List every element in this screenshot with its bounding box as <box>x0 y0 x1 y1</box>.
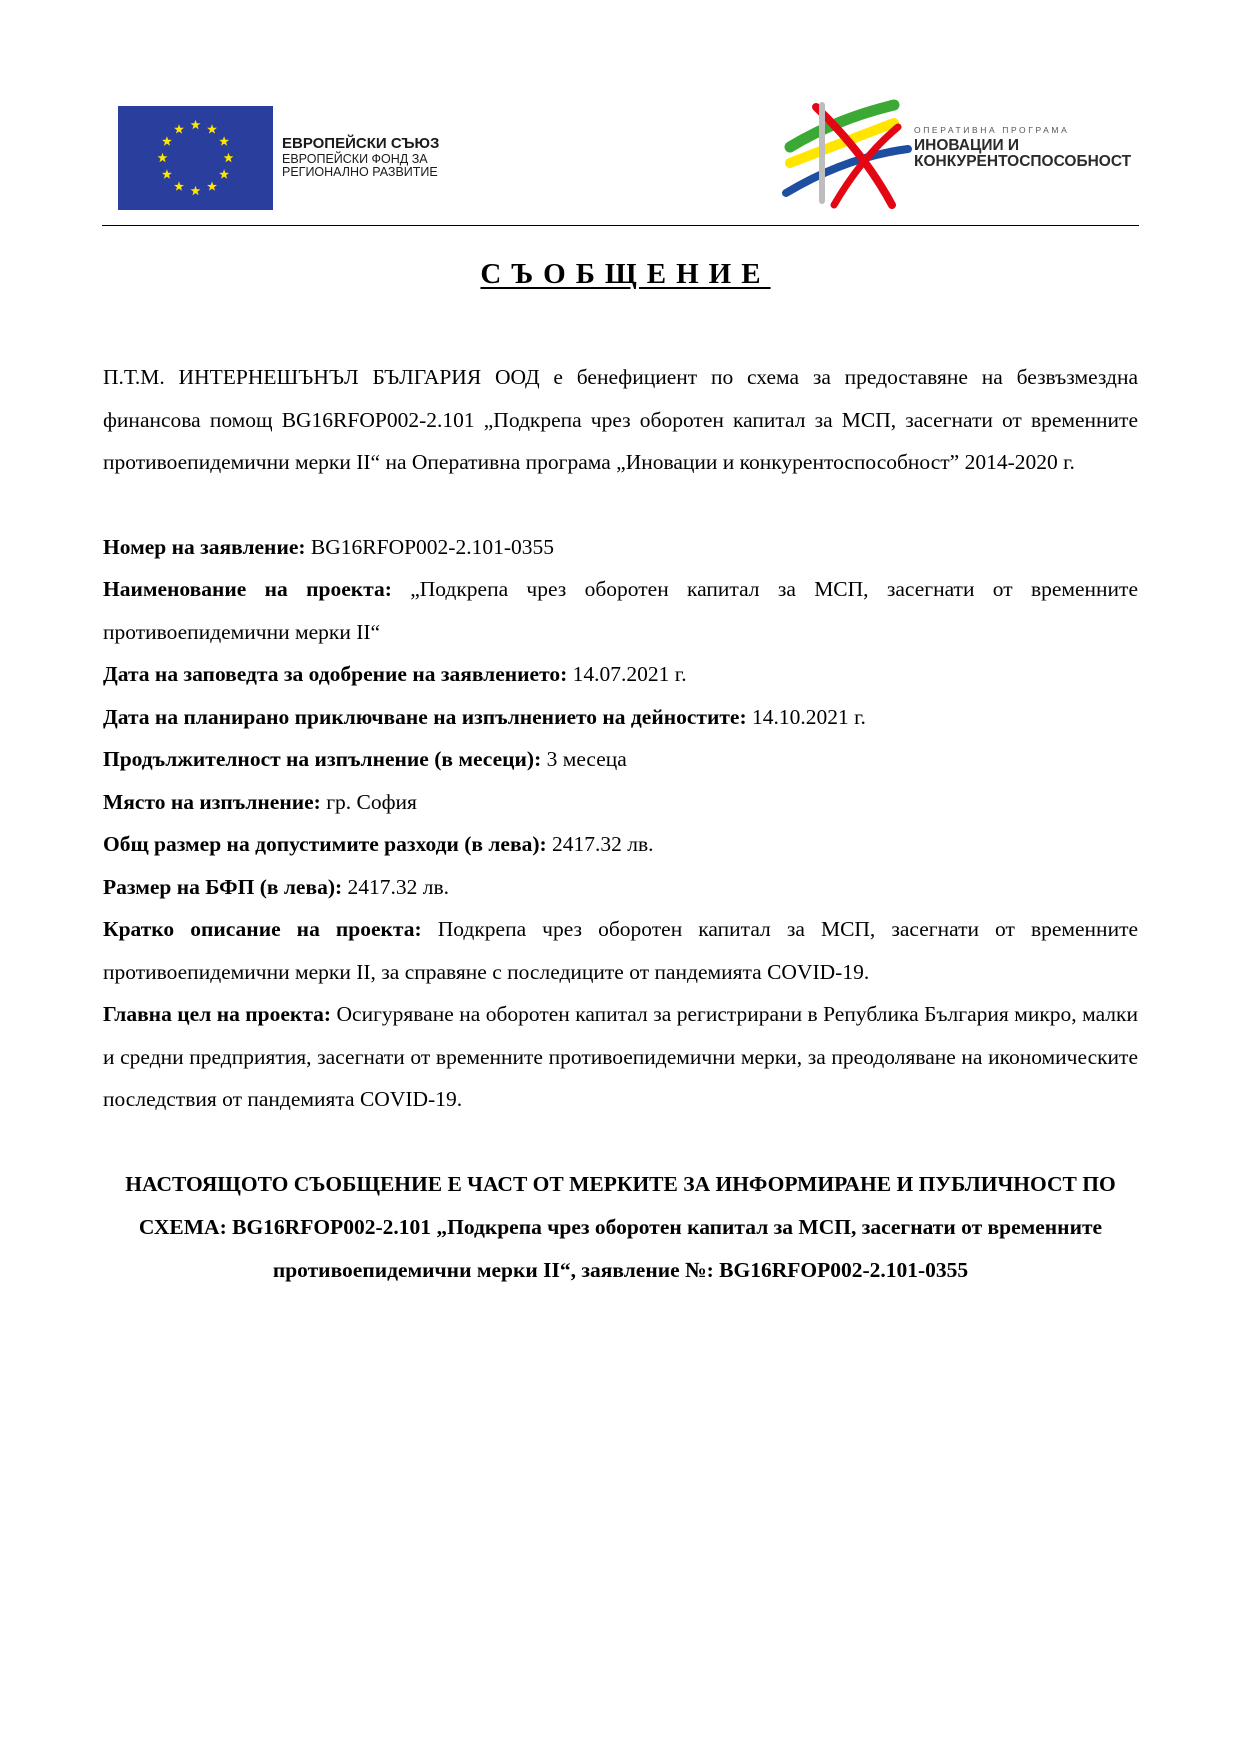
field-short-description <box>103 908 1138 993</box>
closing-statement: НАСТОЯЩОТО СЪОБЩЕНИЕ Е ЧАСТ ОТ МЕРКИТЕ ЗА ИНФОРМИРАНЕ И ПУБЛИЧНОСТ ПО СХЕМА: BG16RFOP002-2.101 „Подкрепа чрез оборотен капитал за МСП, засегнати от временните противоепидемични мерки II“, заявление №: BG16RFOP002-2.101-0355 <box>125 1171 1116 1282</box>
innovation-emblem-icon <box>776 97 921 209</box>
page-title: СЪОБЩЕНИЕ <box>480 258 771 290</box>
document-body <box>103 356 1138 1292</box>
field-label: Главна цел на проекта: <box>103 1002 332 1026</box>
field-label: Наименование на проекта: <box>103 577 392 601</box>
eu-flag-icon <box>118 106 273 210</box>
field-project-name <box>103 568 1138 653</box>
eu-logo <box>118 106 273 210</box>
field-main-goal <box>103 993 1138 1121</box>
eu-logo-line3: РЕГИОНАЛНО РАЗВИТИЕ <box>282 164 438 179</box>
field-value: 2417.32 лв. <box>347 874 450 899</box>
field-label: Продължителност на изпълнение (в месеци): <box>103 747 542 771</box>
field-value: 3 месеца <box>546 747 627 771</box>
op-logo-text <box>914 126 1154 171</box>
op-logo-small-line: ОПЕРАТИВНА ПРОГРАМА <box>914 125 1070 135</box>
intro-paragraph: П.Т.М. ИНТЕРНЕШЪНЪЛ БЪЛГАРИЯ ООД е бенефициент по схема за предоставяне на безвъзмездна финансова помощ BG16RFOP002-2.101 „Подкрепа чрез оборотен капитал за МСП, засегнати от временните противоепидемични мерки II“ на Оперативна програма „Иновации и конкурентоспособност” 2014-2020 г. <box>103 365 1138 474</box>
field-value: BG16RFOP002-2.101-0355 <box>310 534 554 559</box>
op-logo-line1: ИНОВАЦИИ И <box>914 136 1020 154</box>
op-logo <box>776 97 921 209</box>
field-value: „Подкрепа чрез оборотен капитал за МСП, засегнати от временните противоепидемични мерки II“ <box>103 577 1138 644</box>
field-duration <box>103 738 1138 781</box>
field-label: Номер на заявление: <box>103 534 306 559</box>
field-location <box>103 781 1138 824</box>
header-divider <box>102 225 1139 226</box>
field-value: Осигуряване на оборотен капитал за регистрирани в Република България микро, малки и средни предприятия, засегнати от временните противоепидемични мерки, за преодоляване на икономическите последствия от пандемията COVID-19. <box>103 1002 1138 1111</box>
eu-logo-line2: ЕВРОПЕЙСКИ ФОНД ЗА <box>282 152 428 166</box>
field-label: Кратко описание на проекта: <box>103 917 422 941</box>
field-total-costs <box>103 823 1138 866</box>
field-label: Място на изпълнение: <box>103 789 321 814</box>
field-application-number <box>103 526 1138 569</box>
field-value: 2417.32 лв. <box>552 832 654 856</box>
field-value: Подкрепа чрез оборотен капитал за МСП, засегнати от временните противоепидемични мерки II, за справяне с последиците от пандемията COVID-19. <box>103 917 1139 984</box>
field-value: 14.10.2021 г. <box>752 704 866 729</box>
field-label: Дата на заповедта за одобрение на заявлението: <box>103 662 568 686</box>
field-value: 14.07.2021 г. <box>572 662 687 686</box>
op-logo-line2: КОНКУРЕНТОСПОСОБНОСТ <box>914 153 1132 170</box>
field-approval-date <box>103 653 1138 696</box>
field-grant-amount <box>103 866 1138 909</box>
eu-logo-text <box>282 136 482 178</box>
eu-logo-line1: ЕВРОПЕЙСКИ СЪЮЗ <box>282 135 440 152</box>
field-value: гр. София <box>326 789 417 814</box>
field-label: Общ размер на допустимите разходи (в лева): <box>103 832 547 856</box>
field-label: Дата на планирано приключване на изпълнението на дейностите: <box>103 704 747 729</box>
field-planned-end-date <box>103 696 1138 739</box>
field-label: Размер на БФП (в лева): <box>103 874 343 899</box>
